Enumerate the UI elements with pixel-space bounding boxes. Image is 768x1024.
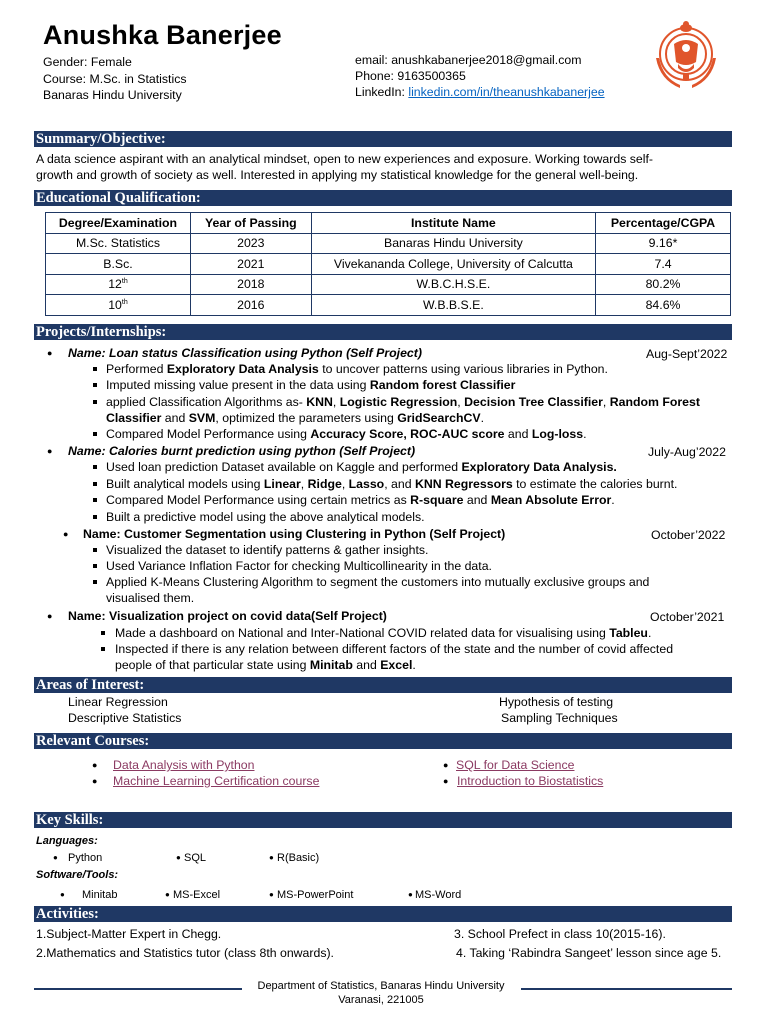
square-bullet-icon bbox=[93, 400, 97, 404]
bullet-icon: ● bbox=[443, 760, 449, 770]
course-link-biostat[interactable]: Introduction to Biostatistics bbox=[457, 774, 604, 788]
skill-item: SQL bbox=[184, 852, 207, 864]
activity-item: 2.Mathematics and Statistics tutor (class 8th onwards). bbox=[36, 946, 334, 960]
square-bullet-icon bbox=[93, 515, 97, 519]
project-2-title: Name: Calories burnt prediction using python (Self Project) bbox=[68, 444, 416, 458]
project-4-point-2-cont: people of that particular state using Minitab and Excel. bbox=[115, 658, 416, 672]
table-row bbox=[46, 233, 731, 254]
activity-item: 4. Taking ‘Rabindra Sangeet’ lesson since age 5. bbox=[456, 946, 722, 960]
project-2-point-3: Compared Model Performance using certain metrics as R-square and Mean Absolute Error. bbox=[106, 493, 615, 507]
project-2-point-4: Built a predictive model using the above analytical models. bbox=[106, 510, 425, 524]
project-2-date: July-Aug’2022 bbox=[648, 445, 726, 459]
project-3-point-3-cont: visualised them. bbox=[106, 591, 195, 605]
grade-12: 12 bbox=[108, 277, 122, 292]
col-institute: Institute Name bbox=[311, 213, 595, 234]
square-bullet-icon bbox=[93, 564, 97, 568]
project-1-title: Name: Loan status Classification using Python (Self Project) bbox=[68, 346, 422, 360]
phone: Phone: 9163500365 bbox=[355, 69, 466, 83]
bullet-icon: ● bbox=[269, 853, 274, 862]
section-education-header: Educational Qualification: bbox=[34, 190, 732, 206]
project-4-date: October’2021 bbox=[650, 610, 725, 624]
col-year: Year of Passing bbox=[190, 213, 311, 234]
square-bullet-icon bbox=[93, 367, 97, 371]
bullet-icon: ● bbox=[53, 853, 58, 862]
section-interests-header: Areas of Interest: bbox=[34, 677, 732, 693]
email: email: anushkabanerjee2018@gmail.com bbox=[355, 53, 582, 67]
education-table bbox=[45, 212, 731, 316]
project-3-point-1: Visualized the dataset to identify patterns & gather insights. bbox=[106, 543, 429, 557]
cell: Banaras Hindu University bbox=[311, 233, 595, 254]
table-row bbox=[46, 274, 731, 295]
course-link-python[interactable]: Data Analysis with Python bbox=[113, 758, 255, 772]
square-bullet-icon bbox=[93, 548, 97, 552]
course: Course: M.Sc. in Statistics bbox=[43, 72, 187, 86]
project-4-point-2: Inspected if there is any relation between different factors of the state and the number of covid affected bbox=[115, 642, 674, 656]
section-summary-header: Summary/Objective: bbox=[34, 131, 732, 147]
footer-divider-left bbox=[34, 988, 242, 990]
skill-item: R(Basic) bbox=[277, 852, 320, 864]
project-3-point-2: Used Variance Inflation Factor for checking Multicollinearity in the data. bbox=[106, 559, 492, 573]
cell bbox=[46, 295, 191, 316]
footer-department: Department of Statistics, Banaras Hindu University bbox=[257, 980, 505, 992]
bullet-icon: ● bbox=[60, 890, 65, 899]
project-4-point-1: Made a dashboard on National and Inter-National COVID related data for visualising using Tableu. bbox=[115, 626, 652, 640]
course-link-sql[interactable]: SQL for Data Science bbox=[456, 758, 575, 772]
bullet-icon: ● bbox=[269, 890, 274, 899]
linkedin-label: LinkedIn: bbox=[355, 85, 405, 99]
superscript: th bbox=[121, 278, 128, 286]
interest-item: Descriptive Statistics bbox=[68, 711, 182, 725]
cell: M.Sc. Statistics bbox=[46, 233, 191, 254]
col-degree: Degree/Examination bbox=[46, 213, 191, 234]
summary-line-2: growth and growth of society as well. Interested in applying my statistical knowledge for the general well-being. bbox=[36, 168, 639, 182]
project-1-point-3: applied Classification Algorithms as- KNN, Logistic Regression, Decision Tree Classifier, Random Forest bbox=[106, 395, 700, 409]
superscript: th bbox=[121, 298, 128, 306]
table-row bbox=[46, 295, 731, 316]
project-1-point-2: Imputed missing value present in the data using Random forest Classifier bbox=[106, 378, 516, 392]
interest-item: Sampling Techniques bbox=[501, 711, 618, 725]
interest-item: Linear Regression bbox=[68, 695, 168, 709]
bullet-icon: ● bbox=[165, 890, 170, 899]
bullet-icon: ● bbox=[47, 446, 53, 456]
square-bullet-icon bbox=[101, 647, 105, 651]
cell: 7.4 bbox=[596, 254, 731, 275]
cell: 2023 bbox=[190, 233, 311, 254]
activity-item: 3. School Prefect in class 10(2015-16). bbox=[454, 927, 666, 941]
bullet-icon: ● bbox=[63, 529, 69, 539]
university-logo-icon bbox=[650, 18, 722, 92]
table-row bbox=[46, 254, 731, 275]
footer-city: Varanasi, 221005 bbox=[338, 994, 424, 1006]
project-2-point-1: Used loan prediction Dataset available on Kaggle and performed Exploratory Data Analysis. bbox=[106, 460, 617, 474]
linkedin-row bbox=[355, 84, 605, 101]
square-bullet-icon bbox=[93, 580, 97, 584]
bullet-icon: ● bbox=[47, 348, 53, 358]
cell: 2018 bbox=[190, 274, 311, 295]
skill-item: MS-PowerPoint bbox=[277, 889, 354, 901]
section-skills-header: Key Skills: bbox=[34, 812, 732, 828]
bullet-icon: ● bbox=[443, 776, 449, 786]
skill-item: Minitab bbox=[82, 889, 118, 901]
footer-divider-right bbox=[521, 988, 732, 990]
project-3-title: Name: Customer Segmentation using Clustering in Python (Self Project) bbox=[83, 527, 506, 541]
bullet-icon: ● bbox=[92, 760, 98, 770]
activity-item: 1.Subject-Matter Expert in Chegg. bbox=[36, 927, 222, 941]
bullet-icon: ● bbox=[408, 890, 413, 899]
project-1-point-1: Performed Exploratory Data Analysis to uncover patterns using various libraries in Python. bbox=[106, 362, 608, 376]
project-4-title: Name: Visualization project on covid data(Self Project) bbox=[68, 609, 387, 623]
summary-line-1: A data science aspirant with an analytical mindset, open to new experiences and exposure. Working towards self- bbox=[36, 152, 654, 166]
cell: 2021 bbox=[190, 254, 311, 275]
tools-label: Software/Tools: bbox=[36, 869, 119, 881]
square-bullet-icon bbox=[101, 631, 105, 635]
project-2-point-2: Built analytical models using Linear, Ridge, Lasso, and KNN Regressors to estimate the calories burnt. bbox=[106, 477, 678, 491]
cell: B.Sc. bbox=[46, 254, 191, 275]
cell: W.B.C.H.S.E. bbox=[311, 274, 595, 295]
candidate-name: Anushka Banerjee bbox=[43, 20, 282, 50]
square-bullet-icon bbox=[93, 482, 97, 486]
interest-item: Hypothesis of testing bbox=[499, 695, 614, 709]
square-bullet-icon bbox=[93, 383, 97, 387]
linkedin-link[interactable]: linkedin.com/in/theanushkabanerjee bbox=[408, 85, 605, 99]
project-3-date: October’2022 bbox=[651, 528, 726, 542]
bullet-icon: ● bbox=[47, 611, 53, 621]
cell bbox=[46, 274, 191, 295]
cell: 80.2% bbox=[596, 274, 731, 295]
cell: Vivekananda College, University of Calcutta bbox=[311, 254, 595, 275]
section-activities-header: Activities: bbox=[34, 906, 732, 922]
cell: 84.6% bbox=[596, 295, 731, 316]
project-1-point-3-cont: Classifier and SVM, optimized the parameters using GridSearchCV. bbox=[106, 411, 485, 425]
section-courses-header: Relevant Courses: bbox=[34, 733, 732, 749]
section-projects-header: Projects/Internships: bbox=[34, 324, 732, 340]
square-bullet-icon bbox=[93, 465, 97, 469]
grade-10: 10 bbox=[108, 297, 122, 312]
skill-item: MS-Excel bbox=[173, 889, 221, 901]
project-1-point-4: Compared Model Performance using Accuracy Score, ROC-AUC score and Log-loss. bbox=[106, 427, 587, 441]
col-score: Percentage/CGPA bbox=[596, 213, 731, 234]
skill-item: MS-Word bbox=[415, 889, 462, 901]
bullet-icon: ● bbox=[176, 853, 181, 862]
skill-item: Python bbox=[68, 852, 103, 864]
languages-label: Languages: bbox=[36, 835, 98, 847]
course-link-ml[interactable]: Machine Learning Certification course bbox=[113, 774, 320, 788]
bullet-icon: ● bbox=[92, 776, 98, 786]
gender: Gender: Female bbox=[43, 55, 132, 69]
cell: 9.16* bbox=[596, 233, 731, 254]
university: Banaras Hindu University bbox=[43, 88, 182, 102]
project-1-date: Aug-Sept’2022 bbox=[646, 347, 728, 361]
table-header-row bbox=[46, 213, 731, 234]
square-bullet-icon bbox=[93, 498, 97, 502]
cell: W.B.B.S.E. bbox=[311, 295, 595, 316]
cell: 2016 bbox=[190, 295, 311, 316]
square-bullet-icon bbox=[93, 432, 97, 436]
project-3-point-3: Applied K-Means Clustering Algorithm to segment the customers into mutually exclusive groups and bbox=[106, 575, 650, 589]
